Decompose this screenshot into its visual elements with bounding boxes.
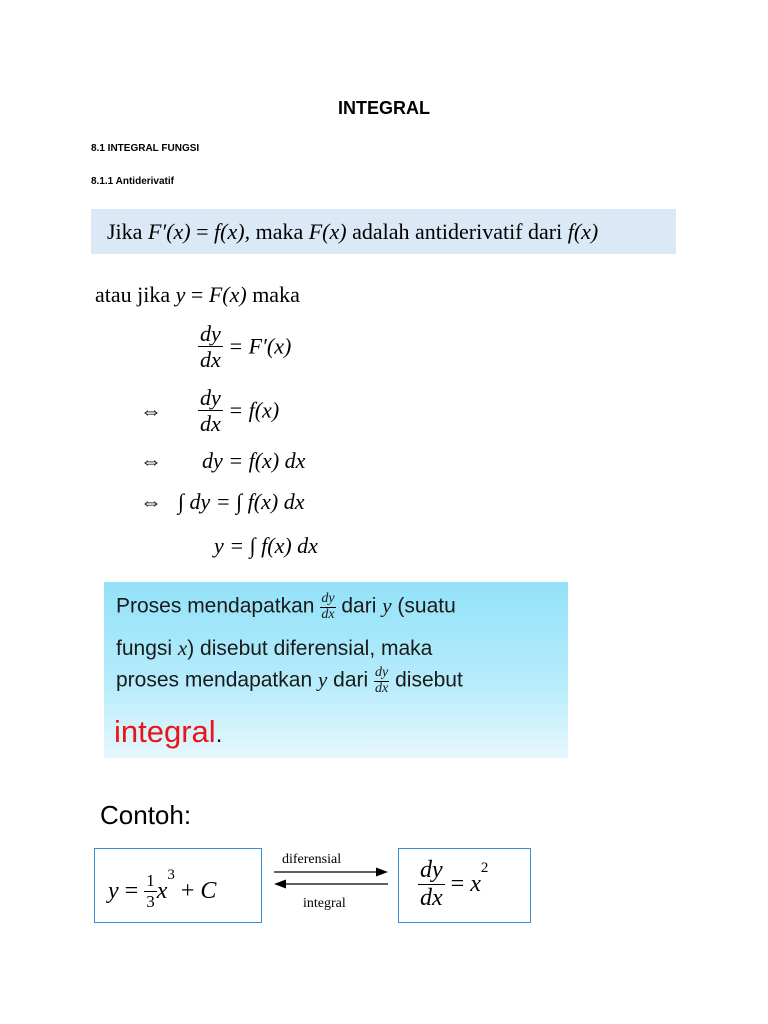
deriv-line-4: ∫ dy = ∫ f(x) dx (178, 489, 305, 514)
example-left-formula (108, 867, 216, 911)
fraction-dy-dx (198, 322, 223, 371)
var-x: x (470, 871, 481, 898)
def-fprime: F′(x) (147, 219, 191, 244)
const-c: C (200, 877, 217, 904)
plus: + (180, 877, 195, 904)
deriv-Fx: F(x) (208, 282, 247, 307)
example-label: Contoh: (100, 800, 192, 830)
example-right-formula (418, 858, 488, 911)
info-text: ) disebut diferensial, maka (187, 637, 433, 660)
info-fraction (320, 592, 335, 622)
fraction-one-third (144, 872, 157, 911)
def-equals: = (196, 219, 209, 244)
frac-den: dx (375, 680, 389, 696)
iff-symbol: ⇔ (140, 448, 162, 473)
deriv-rhs-1: = F′(x) (228, 333, 292, 359)
var-y: y (108, 877, 119, 904)
iff-symbol: ⇔ (140, 397, 162, 423)
info-text: fungsi (116, 637, 173, 660)
info-line-3 (116, 666, 463, 696)
def-rest: adalah antiderivatif dari (352, 219, 563, 244)
info-var-x: x (177, 636, 188, 660)
info-fraction (374, 666, 389, 696)
frac-num: 1 (146, 871, 155, 891)
exponent: 2 (480, 860, 489, 877)
deriv-rhs-2: = f(x) (228, 397, 280, 423)
frac-den: 3 (146, 891, 155, 911)
frac-den: dx (200, 411, 221, 437)
info-text: (suatu (397, 594, 456, 618)
info-text: Proses mendapatkan (116, 594, 315, 618)
derivation-line-5: y = ∫ f(x) dx (214, 533, 318, 558)
var-x: x (156, 877, 168, 904)
deriv-line-3: dy = f(x) dx (202, 448, 306, 473)
info-var-y: y (382, 593, 392, 618)
def-fx: f(x), (214, 219, 251, 244)
period: . (215, 721, 223, 748)
frac-num: dy (321, 591, 335, 606)
deriv-maka: maka (252, 282, 300, 307)
derivation-line-3 (140, 450, 305, 472)
subsection-heading: 8.1.1 Antiderivatif (91, 176, 174, 187)
deriv-y: y (175, 282, 186, 307)
frac-num: dy (200, 321, 221, 346)
section-heading: 8.1 INTEGRAL FUNGSI (91, 143, 200, 154)
frac-num: dy (200, 385, 221, 410)
info-line-1 (116, 592, 456, 622)
fraction-dy-dx (418, 858, 445, 911)
info-text: dari (333, 668, 369, 692)
def-Fx: F(x) (308, 219, 347, 244)
deriv-eq: = (190, 282, 204, 307)
integral-highlight (114, 714, 222, 750)
info-var-y: y (317, 667, 328, 692)
def-word-maka: maka (255, 219, 304, 244)
def-word-jika: Jika (107, 219, 143, 244)
highlight-word: integral (114, 714, 216, 749)
fraction-dy-dx (198, 386, 223, 435)
deriv-text: atau jika (95, 282, 171, 307)
derivation-line-2 (140, 386, 279, 435)
page-title: INTEGRAL (338, 98, 430, 118)
iff-symbol: ⇔ (140, 489, 162, 514)
info-line-2 (116, 636, 432, 661)
equals: = (124, 877, 139, 904)
info-text: disebut (395, 668, 463, 692)
derivation-line-1 (198, 322, 291, 371)
arrow-label-integral: integral (303, 896, 346, 911)
frac-num: dy (418, 858, 445, 885)
derivation-line-4 (140, 491, 304, 513)
frac-den: dx (420, 885, 443, 912)
frac-den: dx (321, 606, 335, 622)
arrows-icon (272, 866, 390, 890)
info-text: proses mendapatkan (116, 668, 313, 692)
info-text: dari (341, 594, 377, 618)
derivation-line-0 (95, 284, 300, 306)
exponent: 3 (167, 867, 175, 883)
def-fx-end: f(x) (567, 219, 599, 244)
arrow-label-diferensial: diferensial (282, 852, 342, 867)
definition-box (91, 209, 676, 254)
frac-num: dy (375, 665, 389, 680)
frac-den: dx (200, 347, 221, 373)
equals: = (450, 871, 465, 898)
